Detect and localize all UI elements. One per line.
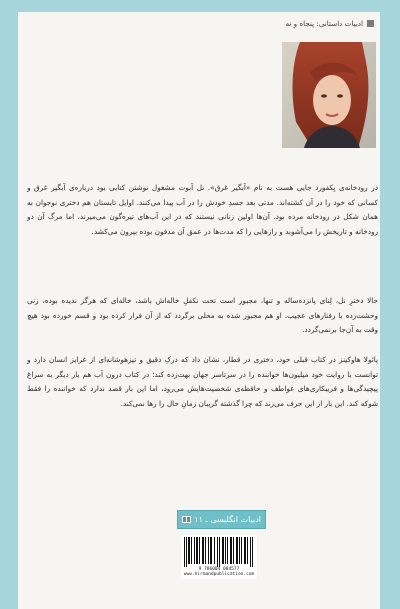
barcode-bars — [184, 537, 254, 567]
description-paragraph-1: در رودخانه‌ی بِکفورد جایی هست به نام «آبگیر غرق». نل آبوت مشغول نوشتن کتابی بود درباره‌ی آبگیر غرق و کسانی که خود را در آن کشته‌اند. مدتی بعد جسدِ خودش را در آب پیدا می‌کنند. اوایل تابستان هم دختری نوجوان به همان شکل در رودخانه مرده بود. آن‌ها اولین زنانی نیستند که در این آب‌های تیره‌گون می‌میرند، اما مرگ آن دو رودخانه و تاریخش را می‌آشوبد و رازهایی را که مدت‌ها در عمق آن مدفون بوده بیرون می‌کشد. — [27, 183, 378, 236]
author-photo-image — [282, 42, 376, 148]
series-badge-label: ادبیات انگلیسی ـ ۱۱ — [194, 515, 261, 524]
publisher-website: www.hirmandpublication.com — [183, 572, 255, 577]
author-photo — [282, 42, 376, 148]
isbn-digits: 9 786004 084577 — [198, 567, 240, 572]
isbn-barcode — [181, 535, 257, 579]
series-logo-icon — [182, 516, 191, 523]
square-bullet-icon — [367, 20, 374, 27]
description-paragraph-2: حالا دخترِ نل، لِنای پانزده‌ساله و تنها، مجبور است تحت تکفلِ خاله‌اش باشد، خاله‌ای که هرگز ندیده بوده، زنی وحشت‌زده با رفتارهای عجیب. او هم مجبور شده به محلی برگردد که از آن فرار کرده بود و قسم خورده بود هیچ وقت به آن‌جا برنمی‌گردد. — [27, 296, 378, 335]
series-badge — [177, 510, 266, 529]
series-header-label: ادبیات داستانی: پنجاه و نه — [285, 19, 363, 28]
description-paragraph-3: پائولا هاوکینز در کتاب قبلی خود، دختری در قطار، نشان داد که درکِ دقیق و تیزهوشانه‌ای از غرایز انسان دارد و توانست با روایت خود میلیون‌ها خواننده را در سرتاسر جهان بهت‌زده کند؛ در کتاب درون آب هم بار دیگر به سراغ پیچیدگی‌ها و فریبکاری‌های عواطف و حافظه‌ی شخصیت‌هایش می‌رود، اما این بار قصد ندارد که خواننده را فقط شوکه کند. این بار از این حرف می‌زند که چرا گذشته گریبان زمانِ حال را رها نمی‌کند. — [27, 355, 378, 408]
series-header — [285, 19, 374, 28]
